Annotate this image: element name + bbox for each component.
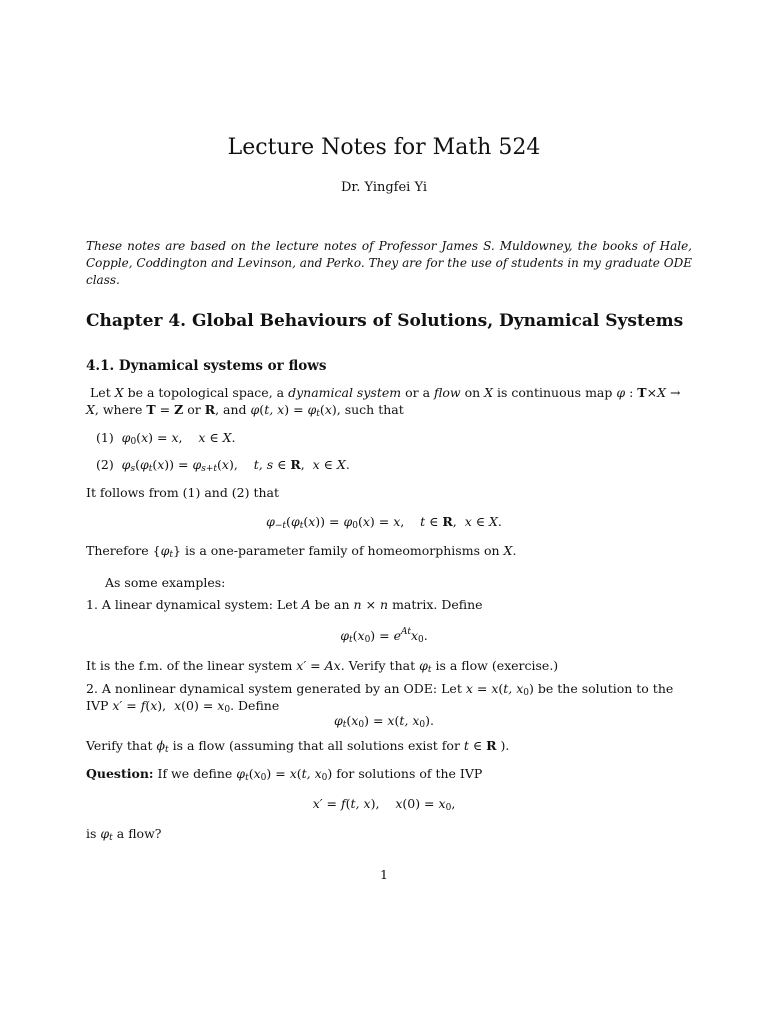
definition-line-1: Let X be a topological space, a dynamical system or a flow on X is continuous map φ : T×X → (90, 385, 681, 400)
author: Dr. Yingfei Yi (341, 180, 427, 195)
question-end: is $\varphi_t$ a flow? (86, 826, 162, 843)
inverse-equation: $\varphi_{-t}(\varphi_t(x)) = \varphi_0(x) = x$, t ∈ R, x ∈ X. (266, 514, 502, 531)
abstract: These notes are based on the lecture notes of Professor James S. Muldowney, the books of Hale, Copple, Coddington and Levinson, and Perko. They are for the use of students in my graduate ODE class. (86, 239, 692, 287)
section-heading: 4.1. Dynamical systems or flows (86, 358, 327, 374)
example-1-equation: $\varphi_t(x_0) = e^{At}x_0$. (340, 627, 428, 645)
example-2-line-2: IVP x′ = f(x), $x(0) = x_0$. Define (86, 698, 280, 715)
example-2-line-1: 2. A nonlinear dynamical system generated by an ODE: Let x = x(t, $x_0$) be the solution to the (86, 681, 674, 698)
therefore-text: Therefore $\{\varphi_t\}$ is a one-parameter family of homeomorphisms on X. (86, 543, 517, 560)
page-title: Lecture Notes for Math 524 (227, 135, 541, 160)
example-1-intro: 1. A linear dynamical system: Let A be an n × n matrix. Define (86, 597, 483, 612)
verify-text: Verify that $\phi_t$ is a flow (assuming that all solutions exist for t ∈ R ). (86, 738, 510, 755)
chapter-heading: Chapter 4. Global Behaviours of Solutions, Dynamical Systems (86, 311, 684, 331)
definition-line-2: X, where T = Z or R, and φ(t, $x) = \varphi_t(x)$, such that (86, 402, 404, 419)
examples-intro: As some examples: (105, 575, 226, 590)
example-1-fm: It is the f.m. of the linear system x′ = Ax. Verify that $\varphi_t$ is a flow (exercise.) (86, 658, 559, 675)
axiom-2: (2) $\varphi_s(\varphi_t(x)) = \varphi_{s+t}(x)$, t, s ∈ R, x ∈ X. (96, 457, 350, 474)
example-2-equation: $\varphi_t(x_0) = x(t$, $x_0$). (334, 713, 434, 730)
question-equation: x′ = f(t, x), $x(0) = x_0$, (312, 796, 456, 813)
follows-text: It follows from (1) and (2) that (86, 485, 280, 500)
question-text: Question: If we define $\varphi_t(x_0) = x(t$, $x_0$) for solutions of the IVP (86, 766, 483, 783)
axiom-1: (1) $\varphi_0(x) = x$, x ∈ X. (96, 430, 236, 447)
page-number: 1 (380, 867, 388, 882)
